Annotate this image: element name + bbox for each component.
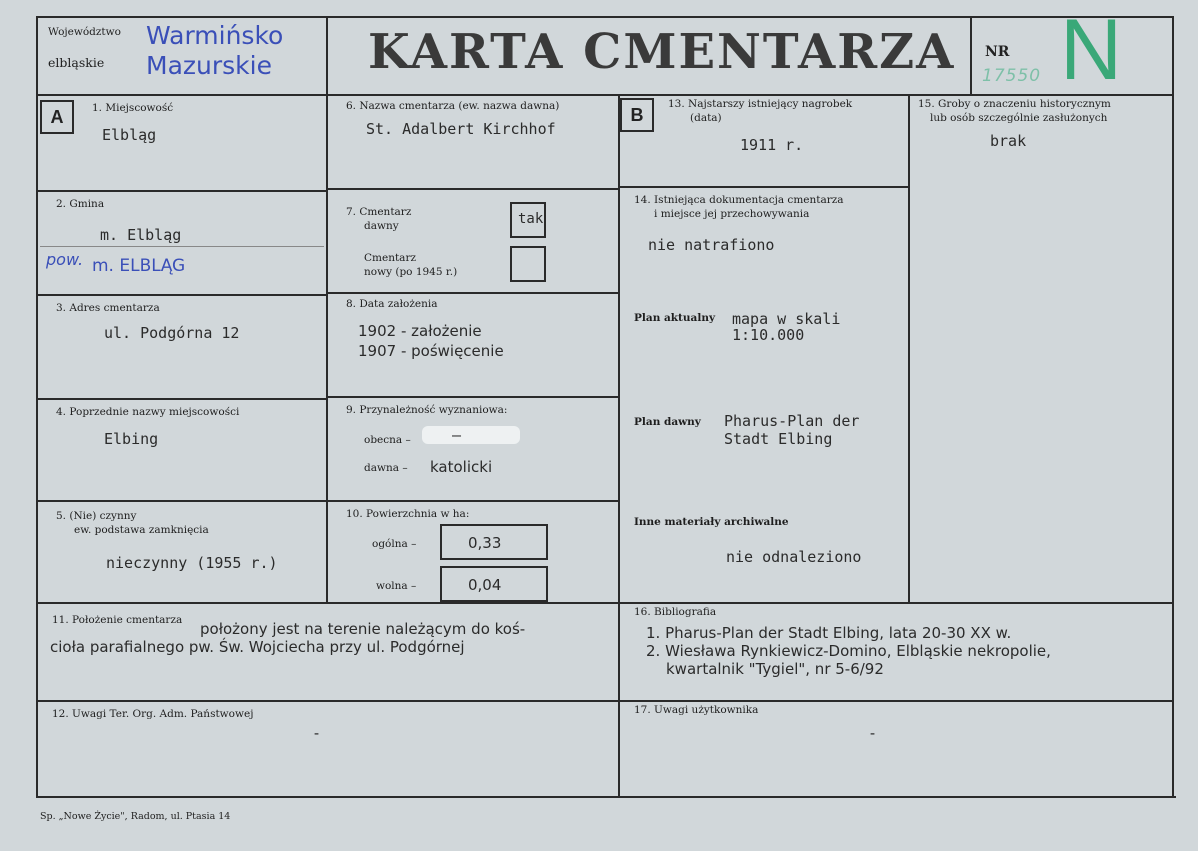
field-7-nowy-checkbox [510,246,546,282]
col-div-3 [908,94,910,602]
field-7-label-nowy-1: Cmentarz [364,252,416,264]
row-div [618,186,908,188]
field-9-dawna-label: dawna – [364,462,408,474]
wojewodztwo-sub: elbląskie [48,55,105,70]
field-10-wolna-box [440,566,548,602]
field-14-plan-dawny-2: Stadt Elbing [724,430,833,448]
nr-value: 17550 [982,66,1042,86]
header-v2 [970,16,972,94]
field-5-value: nieczynny (1955 r.) [106,554,278,572]
field-16-line-2: 2. Wiesława Rynkiewicz-Domino, Elbląskie nekropolie, [646,642,1051,660]
field-2-hand-pow: pow. [46,250,84,269]
field-17-label: 17. Uwagi użytkownika [634,704,759,716]
field-15-label-2: lub osób szczególnie zasłużonych [930,112,1108,124]
correction-fluid-patch [422,426,520,444]
field-16-line-1: 1. Pharus-Plan der Stadt Elbing, lata 20-30 XX w. [646,624,1012,642]
field-17-value: - [868,724,878,742]
row-div [36,602,1172,604]
row-div [326,188,618,190]
frame-left [36,16,38,798]
field-15-value: brak [990,132,1027,150]
field-8-label: 8. Data założenia [346,298,438,310]
field-3-label: 3. Adres cmentarza [56,302,160,314]
field-8-line-2: 1907 - poświęcenie [358,342,504,360]
field-2-underline [40,246,324,247]
wojewodztwo-hand-1: Warmińsko [146,21,284,50]
row-div [326,500,618,502]
field-14-inne-value: nie odnaleziono [726,548,862,566]
field-7-label-dawny-2: dawny [364,220,399,232]
field-14-plan-dawny-label: Plan dawny [634,416,701,428]
printer-footer: Sp. „Nowe Życie", Radom, ul. Ptasia 14 [40,811,231,822]
wojewodztwo-label: Województwo [48,26,121,38]
page-title: KARTA CMENTARZA [368,24,956,80]
section-a-badge: A [40,100,74,134]
field-9-dawna-value: katolicki [430,458,493,476]
field-11-label: 11. Położenie cmentarza [52,614,183,626]
field-12-label: 12. Uwagi Ter. Org. Adm. Państwowej [52,708,254,720]
field-10-label: 10. Powierzchnia w ha: [346,508,470,520]
field-9-label: 9. Przynależność wyznaniowa: [346,404,508,416]
field-4-label: 4. Poprzednie nazwy miejscowości [56,406,240,418]
field-5-label-2: ew. podstawa zamknięcia [74,524,209,536]
field-10-ogolna-box [440,524,548,560]
row-div [36,500,326,502]
field-7-label-dawny-1: 7. Cmentarz [346,206,412,218]
field-14-value: nie natrafiono [648,236,775,254]
field-14-label-1: 14. Istniejąca dokumentacja cmentarza [634,194,844,206]
field-14-plan-aktualny-1: mapa w skali [732,310,841,328]
field-3-value: ul. Podgórna 12 [104,324,240,342]
field-14-plan-aktualny-label: Plan aktualny [634,312,716,324]
nr-stamp: N [1060,2,1123,98]
frame-right [1172,16,1174,798]
field-13-label-1: 13. Najstarszy istniejący nagrobek [668,98,853,110]
header-divider [36,94,1172,96]
field-16-line-3: kwartalnik "Tygiel", nr 5-6/92 [666,660,884,678]
field-14-inne-label: Inne materiały archiwalne [634,516,789,528]
field-2-label: 2. Gmina [56,198,105,210]
field-12-value: - [312,724,322,742]
row-div [36,294,326,296]
field-13-label-2: (data) [690,112,722,124]
field-2-value: m. Elbląg [100,226,182,244]
field-6-label: 6. Nazwa cmentarza (ew. nazwa dawna) [346,100,560,112]
field-1-label: 1. Miejscowość [92,102,174,114]
row-div [36,190,326,192]
row-div [36,398,326,400]
field-9-obecna-value: — [452,426,462,444]
field-8-line-1: 1902 - założenie [358,322,482,340]
field-11-line-1: położony jest na terenie należącym do koś- [200,620,526,638]
header-v1 [326,16,328,94]
frame-bottom [36,796,1176,798]
field-1-value: Elbląg [102,126,157,144]
field-15-label-1: 15. Groby o znaczeniu historycznym [918,98,1111,110]
col-div-1 [326,94,328,602]
field-2-hand-value: m. ELBLĄG [92,256,186,276]
field-7-dawny-value: tak [518,211,544,227]
field-10-ogolna-label: ogólna – [372,538,417,550]
field-10-ogolna-value: 0,33 [468,534,502,552]
field-7-label-nowy-2: nowy (po 1945 r.) [364,266,458,278]
field-6-value: St. Adalbert Kirchhof [366,120,556,138]
field-5-label-1: 5. (Nie) czynny [56,510,137,522]
field-9-obecna-label: obecna – [364,434,411,446]
wojewodztwo-hand-2: Mazurskie [146,51,272,80]
field-11-line-2: cioła parafialnego pw. Św. Wojciecha przy ul. Podgórnej [50,638,465,656]
field-13-value: 1911 r. [740,136,804,154]
field-10-wolna-label: wolna – [376,580,417,592]
field-14-plan-aktualny-2: 1:10.000 [732,326,805,344]
field-4-value: Elbing [104,430,159,448]
row-div [36,700,1172,702]
field-10-wolna-value: 0,04 [468,576,502,594]
row-div [326,292,618,294]
field-16-label: 16. Bibliografia [634,606,717,618]
row-div [326,396,618,398]
section-b-badge: B [620,98,654,132]
nr-label: NR [985,44,1010,60]
field-7-dawny-checkbox [510,202,546,238]
field-14-label-2: i miejsce jej przechowywania [654,208,810,220]
frame-top [36,16,1172,18]
col-div-2 [618,94,620,796]
field-14-plan-dawny-1: Pharus-Plan der [724,412,860,430]
